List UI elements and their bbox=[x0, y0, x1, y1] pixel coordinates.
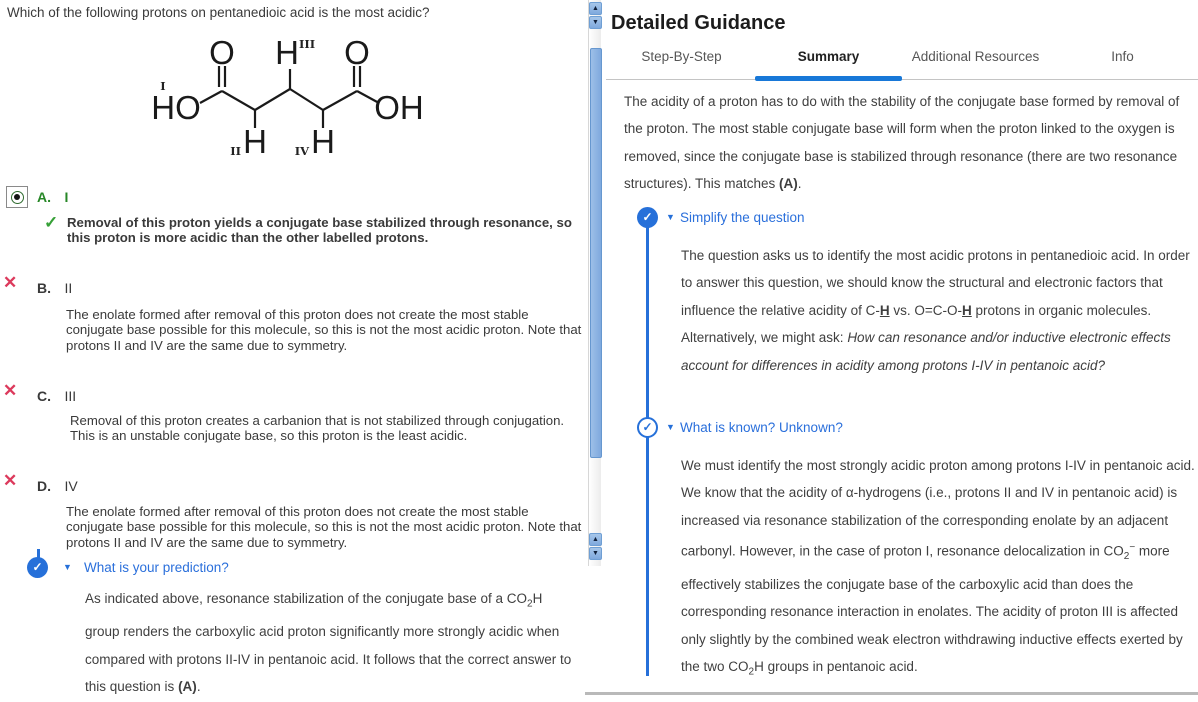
atom-o-right: O bbox=[344, 34, 370, 71]
radio-selected-ring bbox=[11, 191, 24, 204]
atom-h-top: H bbox=[275, 34, 299, 71]
correct-check-icon: ✓ bbox=[44, 213, 59, 232]
option-a-value: I bbox=[64, 189, 69, 205]
section-check-outline-icon: ✓ bbox=[637, 417, 658, 438]
option-d-letter: D. bbox=[37, 478, 51, 494]
option-d-row[interactable] bbox=[37, 478, 78, 496]
timeline-line bbox=[646, 218, 649, 676]
bond-ho-c bbox=[200, 91, 222, 103]
tab-divider bbox=[606, 79, 1198, 80]
subscript-2: 2 bbox=[748, 666, 755, 678]
active-tab-underline bbox=[755, 76, 902, 81]
section-title-known-unknown[interactable]: What is known? Unknown? bbox=[680, 420, 843, 435]
prediction-text: H group renders the carboxylic acid proton significantly more strongly acidic when compared with protons II-IV in pentanoic acid. It follows that the correct answer to this question is bbox=[85, 591, 572, 694]
atom-h-left: H bbox=[243, 123, 267, 160]
option-c-explanation: Removal of this proton creates a carbanion that is not stabilized through conjugation. This is an unstable conjugate base, so this proton is the least acidic. bbox=[70, 413, 565, 444]
section-check-icon: ✓ bbox=[637, 207, 658, 228]
section-body-simplify bbox=[681, 242, 1193, 379]
bond-c3-c4 bbox=[290, 89, 323, 110]
molecule-diagram bbox=[122, 24, 437, 166]
atom-o-left: O bbox=[209, 34, 235, 71]
subscript-2: 2 bbox=[527, 598, 533, 610]
prediction-caret-icon[interactable]: ▼ bbox=[63, 562, 72, 572]
prediction-text: As indicated above, resonance stabilization of the conjugate base of a CO bbox=[85, 591, 528, 606]
atom-h-right: H bbox=[311, 123, 335, 160]
prediction-text: . bbox=[196, 678, 201, 694]
option-a-row[interactable] bbox=[37, 189, 68, 207]
label-proton-i: I bbox=[160, 79, 166, 93]
section-text: vs. O=C-O- bbox=[889, 302, 962, 318]
prediction-title[interactable]: What is your prediction? bbox=[84, 560, 229, 575]
wrong-cross-icon: ✕ bbox=[3, 471, 18, 490]
option-b-value: II bbox=[64, 280, 73, 296]
wrong-cross-icon: ✕ bbox=[3, 273, 18, 292]
tab-bar bbox=[608, 49, 1196, 64]
scroll-up-button[interactable]: ▲ bbox=[589, 533, 602, 546]
italic-question: How can resonance and/or inductive electronic effects account for differences in acidity among protons I-IV in pentanoic acid? bbox=[681, 330, 1171, 373]
atom-ho: HO bbox=[151, 89, 201, 126]
panel-bottom-divider bbox=[585, 692, 1198, 695]
option-b-row[interactable] bbox=[37, 280, 72, 298]
section-text: We must identify the most strongly acidic proton among protons I-IV in pentanoic acid. We know that the acidity of α-hydrogens (i.e., protons II and IV in pentanoic acid) is increased via resonance stabilization of the corresponding enolate by an adjacent carbonyl. However, in the case of proton I, resonance delocalization in CO bbox=[681, 458, 1195, 559]
summary-text: The acidity of a proton has to do with the stability of the conjugate base formed by removal of the proton. The most stable conjugate base will form when the proton linked to the oxygen is removed, since the conjugate base is stabilized through resonance (there are two resonance structures). This matches bbox=[624, 94, 1180, 192]
prediction-check-icon: ✓ bbox=[27, 557, 48, 578]
label-proton-iii: III bbox=[299, 37, 316, 51]
section-body-known-unknown bbox=[681, 452, 1195, 686]
scroll-up-button[interactable]: ▲ bbox=[589, 2, 602, 15]
scroll-down-button[interactable]: ▼ bbox=[589, 16, 602, 29]
scrollbar[interactable] bbox=[588, 0, 601, 566]
section-text: The question asks us to identify the most acidic protons in pentanedioic acid. In order to answer this question, we should know the structural and electronic factors that influence the relative acidity of C- bbox=[681, 248, 1190, 318]
label-proton-ii: II bbox=[230, 144, 241, 158]
superscript-minus: − bbox=[1129, 542, 1136, 554]
tab-additional-resources[interactable]: Additional Resources bbox=[911, 49, 1040, 64]
wrong-cross-icon: ✕ bbox=[3, 381, 18, 400]
option-a-radio[interactable] bbox=[6, 186, 28, 208]
radio-selected-dot bbox=[14, 194, 20, 200]
tab-info[interactable]: Info bbox=[1111, 49, 1134, 64]
section-caret-icon[interactable]: ▼ bbox=[666, 422, 675, 432]
answer-ref-bold: (A) bbox=[779, 176, 798, 192]
option-b-explanation: The enolate formed after removal of this proton does not create the most stable conjugate base possible for this molecule, so this is not the most acidic proton. Note that protons II and IV are the same due to symmetry. bbox=[66, 307, 582, 353]
label-proton-iv: IV bbox=[294, 144, 309, 158]
acidic-h-bold-underline: H bbox=[879, 302, 890, 318]
option-d-value: IV bbox=[64, 478, 78, 494]
subscript-2: 2 bbox=[1123, 551, 1130, 563]
option-d-explanation: The enolate formed after removal of this proton does not create the most stable conjugate base possible for this molecule, so this is not the most acidic proton. Note that protons II and IV are the same due to symmetry. bbox=[66, 504, 582, 550]
tab-summary[interactable]: Summary bbox=[797, 49, 860, 64]
answer-ref-bold: (A) bbox=[178, 678, 197, 694]
question-text: Which of the following protons on pentanedioic acid is the most acidic? bbox=[7, 5, 430, 20]
prediction-body bbox=[85, 585, 577, 700]
scrollbar-thumb[interactable] bbox=[590, 48, 602, 458]
option-a-explanation: Removal of this proton yields a conjugate base stabilized through resonance, so this proton is more acidic than the other labelled protons. bbox=[67, 215, 572, 246]
scroll-down-button[interactable]: ▼ bbox=[589, 547, 602, 560]
bond-c2-c3 bbox=[255, 89, 290, 110]
section-caret-icon[interactable]: ▼ bbox=[666, 212, 675, 222]
option-a-letter: A. bbox=[37, 189, 51, 205]
section-title-simplify[interactable]: Simplify the question bbox=[680, 210, 805, 225]
panel-title: Detailed Guidance bbox=[611, 12, 786, 34]
option-c-row[interactable] bbox=[37, 388, 76, 406]
summary-intro bbox=[624, 88, 1188, 198]
section-text: H groups in pentanoic acid. bbox=[754, 659, 918, 675]
bond-c1-c2 bbox=[222, 91, 255, 110]
section-text: more effectively stabilizes the conjugate base of the carboxylic acid than does the corresponding resonance interaction in enolates. The acidity of proton III is affected only slightly by the combined weak electron withdrawing inductive effects exerted by the two CO bbox=[681, 543, 1183, 675]
atom-oh: OH bbox=[374, 89, 424, 126]
option-c-value: III bbox=[64, 388, 77, 404]
tab-step-by-step[interactable]: Step-By-Step bbox=[641, 49, 722, 64]
option-b-letter: B. bbox=[37, 280, 51, 296]
bond-c4-c5 bbox=[323, 91, 357, 110]
option-c-letter: C. bbox=[37, 388, 51, 404]
summary-text: . bbox=[797, 176, 802, 192]
acidic-h-bold-underline: H bbox=[962, 302, 972, 318]
section-text: protons in organic molecules. Alternatively, we might ask: bbox=[681, 302, 1152, 346]
